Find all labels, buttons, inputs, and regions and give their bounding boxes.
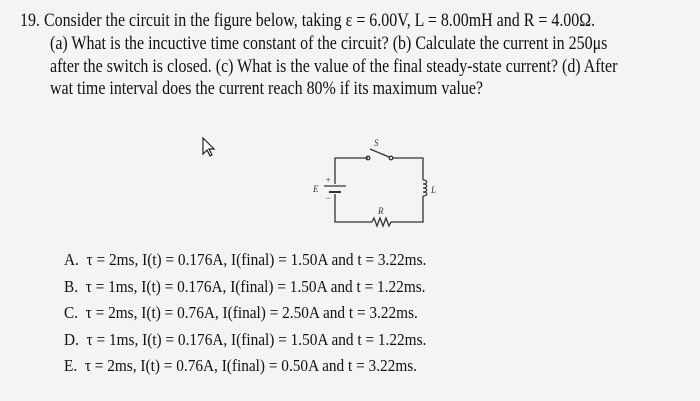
- switch-label: S: [374, 138, 379, 148]
- option-b[interactable]: [64, 277, 426, 297]
- resistor-label: R: [378, 206, 384, 216]
- option-letter: E.: [64, 356, 78, 375]
- emf-label: E: [313, 184, 319, 194]
- option-letter: B.: [64, 277, 79, 296]
- option-d[interactable]: [64, 330, 426, 350]
- option-letter: D.: [64, 330, 79, 349]
- option-text: τ = 1ms, I(t) = 0.176A, I(final) = 1.50A and t = 1.22ms.: [86, 330, 427, 349]
- option-text: τ = 2ms, I(t) = 0.76A, I(final) = 2.50A and t = 3.22ms.: [85, 303, 418, 322]
- minus-label: −: [325, 193, 332, 203]
- option-text: τ = 2ms, I(t) = 0.76A, I(final) = 0.50A and t = 3.22ms.: [84, 356, 418, 375]
- inductor-coil: [423, 180, 427, 196]
- wire-top-right: [393, 158, 423, 180]
- wire-bottom-left: [335, 194, 372, 222]
- resistor-zigzag: [372, 218, 391, 226]
- wire-bottom-right: [391, 196, 423, 222]
- switch-blade: [370, 149, 389, 157]
- wire-top-left: [335, 158, 368, 184]
- option-letter: C.: [64, 303, 79, 322]
- option-text: τ = 1ms, I(t) = 0.176A, I(final) = 1.50A and t = 1.22ms.: [85, 277, 426, 296]
- switch-pivot: [389, 156, 393, 160]
- option-a[interactable]: [64, 250, 426, 270]
- option-text: τ = 2ms, I(t) = 0.176A, I(final) = 1.50A and t = 3.22ms.: [86, 250, 427, 269]
- question-text: Consider the circuit in the figure below, taking ε = 6.00V, L = 8.00mH and R = 4.00Ω.: [43, 10, 596, 31]
- question-number: 19.: [20, 10, 40, 31]
- option-letter: A.: [64, 250, 79, 269]
- question-line-3: after the switch is closed. (c) What is the value of the final steady-state current? (d) After: [50, 56, 618, 77]
- mouse-cursor-icon: [203, 138, 214, 156]
- question-line-2: (a) What is the incuctive time constant of the circuit? (b) Calculate the current in 250μs: [50, 33, 608, 54]
- inductor-label: L: [431, 185, 437, 195]
- option-e[interactable]: [64, 356, 417, 376]
- plus-label: +: [325, 175, 332, 185]
- option-c[interactable]: [64, 303, 418, 323]
- question-line-4: wat time interval does the current reach 80% if its maximum value?: [50, 78, 483, 99]
